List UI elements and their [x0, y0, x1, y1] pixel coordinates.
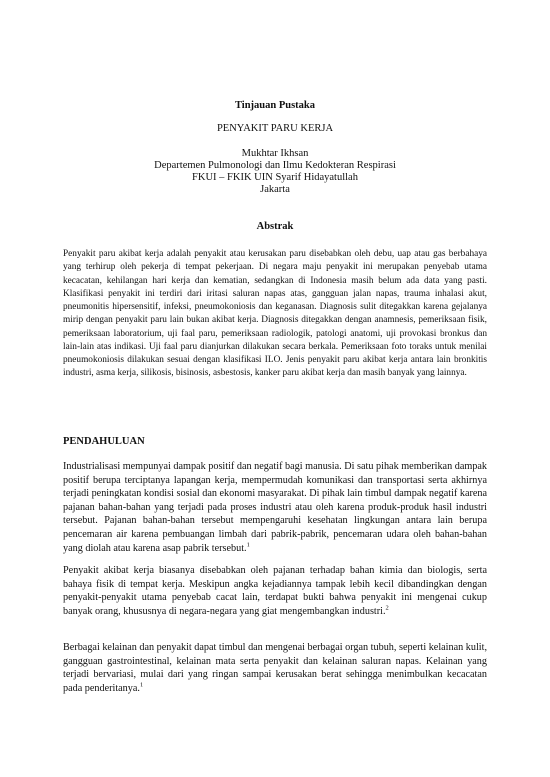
affiliation-institution: FKUI – FKIK UIN Syarif Hidayatullah: [192, 172, 358, 183]
paragraph-text: Berbagai kelainan dan penyakit dapat timbul dan mengenai berbagai organ tubuh, seperti kelainan kulit, gangguan gastrointestinal, kelainan mata serta penyakit dan kelainan saluran napas. Kelainan yang terjadi bervariasi, mulai dari yang ringan sampai kerusakan berat sehingga menimbulkan kecacatan pada penderitanya.: [63, 642, 487, 694]
intro-paragraph: [63, 641, 487, 695]
citation-ref: 1: [246, 541, 250, 549]
citation-ref: 1: [139, 681, 144, 689]
article-title: PENYAKIT PARU KERJA: [216, 123, 334, 134]
abstract-text: Penyakit paru akibat kerja adalah penyakit atau kerusakan paru disebabkan oleh debu, uap atau gas berbahaya yang terhirup oleh pekerja di tempat pekerjaan. Di negara maju penyakit ini merupakan penyebab utama kecacatan, kehilangan hari kerja dan kematian, sedangkan di Indonesia masih belum ada data yang pasti. Klasifikasi penyakit ini terdiri dari iritasi saluran napas atas, gangguan jalan napas, trauma inhalasi akut, pneumonitis hipersensitif, infeksi, pneumokoniosis dan keganasan. Diagnosis sulit ditegakkan karena gejalanya mirip dengan penyakit paru lain bukan akibat kerja. Diagnosis ditegakkan dengan anamnesis, pemeriksaan fisik, pemeriksaan laboratorium, uji faal paru, pemeriksaan radiologik, patologi anatomi, uji provokasi bronkus dan lain-lain atas indikasi. Uji faal paru dianjurkan dilakukan secara berkala. Pemeriksaan foto toraks untuk menilai pneumokoniosis dilakukan sesuai dengan klasifikasi ILO. Jenis penyakit paru akibat kerja antara lain bronkitis industri, asma kerja, silikosis, bisinosis, asbestosis, kanker paru akibat kerja dan masih banyak yang lainnya.: [63, 249, 487, 379]
paragraph-text: Penyakit akibat kerja biasanya disebabkan oleh pajanan terhadap bahan kimia dan biologis, serta bahaya fisik di tempat kerja. Meskipun angka kejadiannya tampak lebih kecil dibandingkan dengan penyakit-penyakit utama penyebab cacat lain, terdapat bukti bahwa penyakit ini mengenai cukup banyak orang, khususnya di negara-negara yang giat mengembangkan industri.: [63, 565, 487, 617]
intro-paragraph: [63, 564, 487, 618]
author-name: Mukhtar Ikhsan: [241, 148, 309, 159]
affiliation-department: Departemen Pulmonologi dan Ilmu Kedokteran Respirasi: [154, 160, 396, 171]
section-heading-introduction: PENDAHULUAN: [63, 436, 145, 447]
byline: [0, 148, 550, 196]
intro-paragraph: [63, 460, 487, 555]
article-type: Tinjauan Pustaka: [234, 100, 316, 111]
abstract-heading: Abstrak: [256, 221, 294, 232]
paragraph-text: Industrialisasi mempunyai dampak positif dan negatif bagi manusia. Di satu pihak memberikan dampak positif berupa terciptanya lapangan kerja, mempermudah komunikasi dan transportasi serta akhirnya terjadi peningkatan kondisi sosial dan ekonomi masyarakat. Di pihak lain timbul dampak negatif karena pajanan bahan-bahan yang terjadi pada proses industri atau oleh karena produk-produk hasil industri tersebut. Pajanan bahan-bahan tersebut mempengaruhi kesehatan lingkungan antara lain berupa pencemaran air karena pembuangan limbah dari pabrik-pabrik, pencemaran udara oleh bahan-bahan yang diolah atau karena asap pabrik tersebut.: [63, 461, 487, 554]
citation-ref: 2: [385, 604, 389, 612]
affiliation-city: Jakarta: [260, 184, 290, 195]
